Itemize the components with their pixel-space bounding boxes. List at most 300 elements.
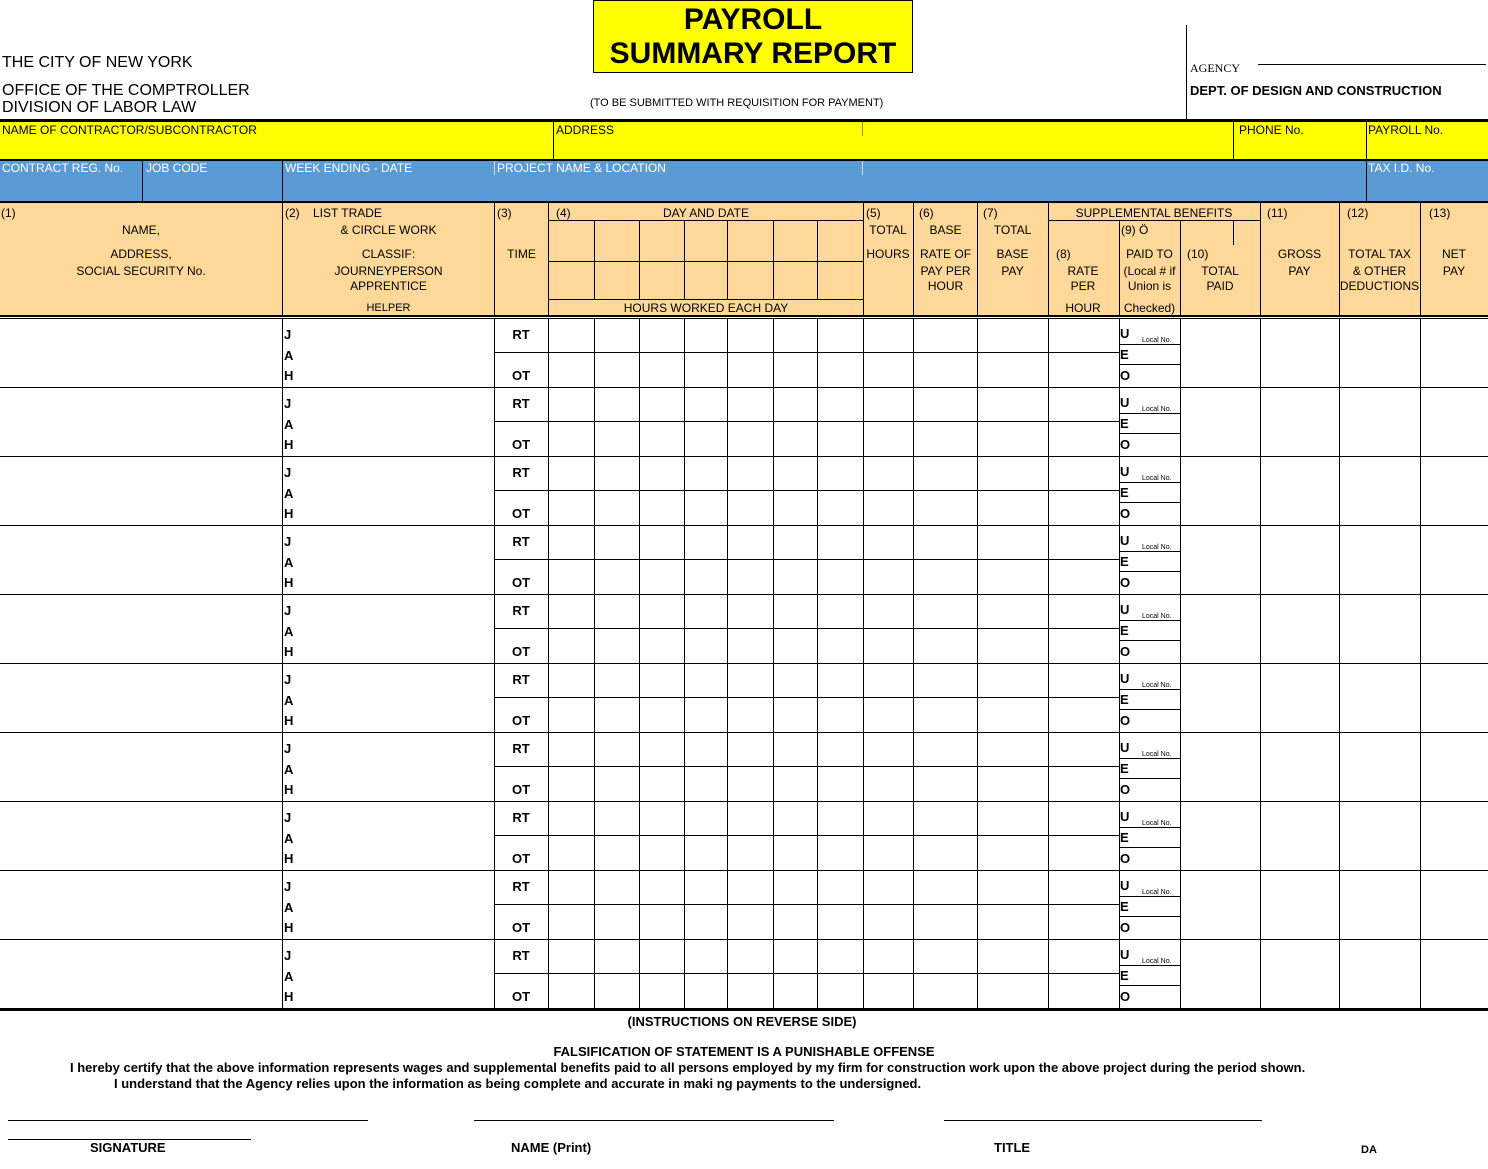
tax-id-field[interactable]: TAX I.D. No.	[1368, 161, 1435, 175]
class-journeyperson[interactable]: J	[284, 465, 292, 480]
row-col-divider	[1420, 733, 1421, 802]
row-col-divider	[594, 595, 595, 664]
rt-ot-divider	[494, 559, 1119, 560]
row-col-divider	[639, 595, 640, 664]
rt-ot-divider	[494, 697, 1119, 698]
day-grid-line	[817, 220, 818, 299]
union-line	[1119, 640, 1180, 641]
row-col-divider	[1180, 940, 1181, 1009]
local-number-label: Local No.	[1142, 682, 1172, 689]
union-o[interactable]: O	[1120, 437, 1131, 452]
union-o[interactable]: O	[1120, 368, 1131, 383]
contract-info-row	[0, 161, 1488, 201]
time-ot-label: OT	[511, 851, 531, 866]
col9-line4: Checked)	[1123, 301, 1176, 315]
row-col-divider	[1048, 457, 1049, 526]
row-col-divider	[1260, 733, 1261, 802]
row-col-divider	[639, 733, 640, 802]
row-col-divider	[282, 664, 283, 733]
union-u[interactable]: U	[1120, 740, 1130, 755]
row-col-divider	[863, 526, 864, 595]
date-label: DA	[1361, 1144, 1377, 1156]
day-grid-line	[773, 220, 774, 299]
row-col-divider	[1260, 940, 1261, 1009]
row-col-divider	[977, 802, 978, 871]
local-number-label: Local No.	[1142, 544, 1172, 551]
row-col-divider	[1339, 319, 1340, 388]
table-row[interactable]	[0, 664, 1488, 733]
row-col-divider	[684, 457, 685, 526]
col2-line4: JOURNEYPERSON	[334, 264, 443, 278]
table-row[interactable]	[0, 526, 1488, 595]
row-col-divider	[1180, 733, 1181, 802]
name-print-label: NAME (Print)	[511, 1140, 592, 1155]
row-col-divider	[1420, 595, 1421, 664]
day-grid-line	[594, 220, 595, 299]
row-col-divider	[977, 526, 978, 595]
header-col-divider	[282, 203, 283, 315]
local-number-label: Local No.	[1142, 751, 1172, 758]
union-e[interactable]: E	[1120, 623, 1129, 638]
table-row[interactable]	[0, 940, 1488, 1009]
row-col-divider	[977, 319, 978, 388]
row-col-divider	[282, 595, 283, 664]
row-col-divider	[773, 595, 774, 664]
day-grid-line	[684, 220, 685, 299]
day-grid-line	[727, 220, 728, 299]
row-col-divider	[1420, 388, 1421, 457]
phone-field[interactable]: PHONE No.	[1239, 123, 1304, 137]
row-col-divider	[817, 871, 818, 940]
report-title-box	[593, 0, 913, 73]
row-col-divider	[817, 940, 818, 1009]
class-apprentice[interactable]: A	[284, 348, 294, 363]
row-col-divider	[727, 319, 728, 388]
row-col-divider	[773, 871, 774, 940]
title-label: TITLE	[994, 1140, 1031, 1155]
row-col-divider	[639, 871, 640, 940]
row-col-divider	[1420, 802, 1421, 871]
union-o[interactable]: O	[1120, 506, 1131, 521]
day-grid-line	[548, 261, 863, 262]
class-journeyperson[interactable]: J	[284, 879, 292, 894]
row-col-divider	[282, 802, 283, 871]
day-grid-line	[548, 220, 863, 221]
class-apprentice[interactable]: A	[284, 762, 294, 777]
col4-number: (4)	[556, 206, 571, 220]
rt-ot-divider	[494, 835, 1119, 836]
row-col-divider	[727, 388, 728, 457]
row-col-divider	[684, 802, 685, 871]
name-print-line[interactable]	[474, 1120, 834, 1121]
class-journeyperson[interactable]: J	[284, 810, 292, 825]
class-journeyperson[interactable]: J	[284, 534, 292, 549]
agency-value: DEPT. OF DESIGN AND CONSTRUCTION	[1190, 83, 1442, 98]
header-col-divider	[1233, 220, 1234, 245]
row-col-divider	[282, 733, 283, 802]
local-number-label: Local No.	[1142, 820, 1172, 827]
union-u[interactable]: U	[1120, 464, 1130, 479]
col10-number: (10)	[1187, 247, 1209, 261]
row-col-divider	[1339, 733, 1340, 802]
row-col-divider	[1048, 940, 1049, 1009]
col10-line2: PAID	[1206, 279, 1234, 293]
time-ot-label: OT	[511, 713, 531, 728]
row-col-divider	[863, 733, 864, 802]
row-col-divider	[684, 940, 685, 1009]
time-ot-label: OT	[511, 644, 531, 659]
header-col-divider	[1180, 220, 1181, 245]
row-col-divider	[1260, 457, 1261, 526]
row-col-divider	[1048, 526, 1049, 595]
row-col-divider	[1339, 457, 1340, 526]
row-col-divider	[1339, 871, 1340, 940]
row-col-divider	[1420, 664, 1421, 733]
union-e[interactable]: E	[1120, 485, 1129, 500]
time-ot-label: OT	[511, 368, 531, 383]
header-col-divider	[1420, 203, 1421, 315]
row-col-divider	[684, 733, 685, 802]
row-col-divider	[1420, 319, 1421, 388]
agency-line	[1258, 64, 1486, 65]
signature-label: SIGNATURE	[90, 1140, 166, 1155]
local-number-label: Local No.	[1142, 613, 1172, 620]
supp-underline	[1048, 220, 1260, 221]
class-apprentice[interactable]: A	[284, 969, 294, 984]
union-o[interactable]: O	[1120, 782, 1131, 797]
col7-number: (7)	[983, 206, 998, 220]
union-line	[1119, 502, 1180, 503]
table-row[interactable]	[0, 871, 1488, 940]
row-col-divider	[1048, 871, 1049, 940]
class-helper[interactable]: H	[284, 989, 294, 1004]
row-col-divider	[1180, 871, 1181, 940]
header-col-divider	[863, 203, 864, 315]
col8-line2: PER	[1070, 279, 1096, 293]
col13-line1: NET	[1442, 247, 1466, 261]
address-field[interactable]: ADDRESS	[556, 123, 615, 137]
time-rt-label: RT	[512, 327, 530, 342]
time-rt-label: RT	[512, 465, 530, 480]
union-o[interactable]: O	[1120, 851, 1131, 866]
row-col-divider	[684, 664, 685, 733]
union-u[interactable]: U	[1120, 671, 1130, 686]
row-col-divider	[863, 802, 864, 871]
col2-line5: APPRENTICE	[350, 279, 427, 293]
row-col-divider	[548, 664, 549, 733]
row-col-divider	[548, 733, 549, 802]
row-col-divider	[548, 802, 549, 871]
row-col-divider	[1048, 595, 1049, 664]
row-col-divider	[863, 457, 864, 526]
union-e[interactable]: E	[1120, 692, 1129, 707]
class-apprentice[interactable]: A	[284, 624, 294, 639]
class-helper[interactable]: H	[284, 782, 294, 797]
row-col-divider	[977, 940, 978, 1009]
day-grid-line	[548, 299, 863, 300]
col12-number: (12)	[1347, 206, 1369, 220]
signature-line[interactable]	[8, 1120, 368, 1121]
row-col-divider	[594, 388, 595, 457]
header-col-divider	[494, 203, 495, 315]
col13-number: (13)	[1429, 206, 1451, 220]
union-o[interactable]: O	[1120, 713, 1131, 728]
local-number-label: Local No.	[1142, 475, 1172, 482]
class-journeyperson[interactable]: J	[284, 603, 292, 618]
supplemental-benefits-header: SUPPLEMENTAL BENEFITS	[1075, 206, 1233, 220]
class-apprentice[interactable]: A	[284, 486, 294, 501]
local-number-label: Local No.	[1142, 889, 1172, 896]
row-col-divider	[913, 802, 914, 871]
row-col-divider	[773, 388, 774, 457]
row-col-divider	[977, 733, 978, 802]
row-col-divider	[548, 457, 549, 526]
row-col-divider	[773, 457, 774, 526]
row-col-divider	[863, 940, 864, 1009]
row-col-divider	[913, 733, 914, 802]
row-col-divider	[594, 319, 595, 388]
row-col-divider	[773, 319, 774, 388]
time-ot-label: OT	[511, 575, 531, 590]
union-e[interactable]: E	[1120, 347, 1129, 362]
class-helper[interactable]: H	[284, 437, 294, 452]
rt-ot-divider	[494, 628, 1119, 629]
row-col-divider	[863, 595, 864, 664]
row-col-divider	[282, 940, 283, 1009]
contractor-name-field[interactable]: NAME OF CONTRACTOR/SUBCONTRACTOR	[2, 123, 257, 137]
row-col-divider	[594, 733, 595, 802]
division-name: DIVISION OF LABOR LAW	[2, 99, 197, 116]
union-e[interactable]: E	[1120, 968, 1129, 983]
union-u[interactable]: U	[1120, 326, 1130, 341]
row-col-divider	[817, 388, 818, 457]
class-journeyperson[interactable]: J	[284, 396, 292, 411]
union-e[interactable]: E	[1120, 416, 1129, 431]
class-apprentice[interactable]: A	[284, 900, 294, 915]
row-col-divider	[639, 457, 640, 526]
col3-line1: TIME	[507, 247, 536, 261]
time-ot-label: OT	[511, 920, 531, 935]
class-helper[interactable]: H	[284, 506, 294, 521]
row-col-divider	[1339, 802, 1340, 871]
col5-line2: HOURS	[866, 247, 910, 261]
row-col-divider	[1420, 940, 1421, 1009]
instructions-note: (INSTRUCTIONS ON REVERSE SIDE)	[627, 1014, 857, 1029]
table-row[interactable]	[0, 319, 1488, 388]
union-u[interactable]: U	[1120, 395, 1130, 410]
time-ot-label: OT	[511, 506, 531, 521]
class-journeyperson[interactable]: J	[284, 672, 292, 687]
table-row[interactable]	[0, 802, 1488, 871]
class-helper[interactable]: H	[284, 368, 294, 383]
union-line	[1119, 778, 1180, 779]
row-col-divider	[594, 664, 595, 733]
submit-note: (TO BE SUBMITTED WITH REQUISITION FOR PAYMENT)	[590, 97, 884, 109]
union-u[interactable]: U	[1120, 602, 1130, 617]
class-journeyperson[interactable]: J	[284, 327, 292, 342]
row-col-divider	[548, 595, 549, 664]
local-number-label: Local No.	[1142, 958, 1172, 965]
union-u[interactable]: U	[1120, 809, 1130, 824]
office-name: OFFICE OF THE COMPTROLLER	[2, 82, 250, 99]
union-line	[1119, 985, 1180, 986]
row-col-divider	[594, 871, 595, 940]
rt-ot-divider	[494, 352, 1119, 353]
col1-line2: ADDRESS,	[110, 247, 172, 261]
union-e[interactable]: E	[1120, 554, 1129, 569]
row-col-divider	[1048, 388, 1049, 457]
title-line[interactable]	[944, 1120, 1262, 1121]
payroll-number-field[interactable]: PAYROLL No.	[1368, 123, 1444, 137]
row-col-divider	[282, 871, 283, 940]
row-col-divider	[1260, 595, 1261, 664]
union-o[interactable]: O	[1120, 920, 1131, 935]
time-rt-label: RT	[512, 741, 530, 756]
class-helper[interactable]: H	[284, 920, 294, 935]
row-col-divider	[594, 526, 595, 595]
time-rt-label: RT	[512, 810, 530, 825]
row-col-divider	[913, 871, 914, 940]
row-col-divider	[1260, 802, 1261, 871]
project-field[interactable]: PROJECT NAME & LOCATION	[497, 161, 666, 175]
class-apprentice[interactable]: A	[284, 555, 294, 570]
col3-number: (3)	[497, 206, 512, 220]
row-col-divider	[863, 319, 864, 388]
class-apprentice[interactable]: A	[284, 831, 294, 846]
row-col-divider	[1180, 664, 1181, 733]
contract-reg-field[interactable]: CONTRACT REG. No.	[2, 161, 124, 175]
row-col-divider	[1048, 802, 1049, 871]
row-col-divider	[727, 526, 728, 595]
union-u[interactable]: U	[1120, 947, 1130, 962]
rt-ot-divider	[494, 490, 1119, 491]
rt-ot-divider	[494, 421, 1119, 422]
row-col-divider	[639, 802, 640, 871]
table-row[interactable]	[0, 388, 1488, 457]
row-col-divider	[727, 595, 728, 664]
col13-line2: PAY	[1442, 264, 1466, 278]
union-o[interactable]: O	[1120, 575, 1131, 590]
time-ot-label: OT	[511, 437, 531, 452]
header-bottom-rule	[0, 315, 1488, 317]
row-col-divider	[548, 319, 549, 388]
row-col-divider	[1339, 526, 1340, 595]
header-col-divider	[977, 203, 978, 315]
certification-line1: I hereby certify that the above information represents wages and supplemental benefits paid to all persons employed by my firm for construction work upon the above project during the period shown.	[70, 1060, 1306, 1075]
row-col-divider	[913, 940, 914, 1009]
union-u[interactable]: U	[1120, 533, 1130, 548]
class-helper[interactable]: H	[284, 644, 294, 659]
row-col-divider	[817, 319, 818, 388]
union-line	[1119, 709, 1180, 710]
col11-line1: GROSS	[1277, 247, 1322, 261]
row-col-divider	[1260, 388, 1261, 457]
report-title-line1: PAYROLL	[683, 3, 823, 36]
row-col-divider	[684, 595, 685, 664]
col11-line2: PAY	[1288, 264, 1311, 278]
job-code-field[interactable]: JOB CODE	[146, 161, 208, 175]
time-rt-label: RT	[512, 534, 530, 549]
row-col-divider	[913, 526, 914, 595]
row-col-divider	[548, 526, 549, 595]
class-journeyperson[interactable]: J	[284, 948, 292, 963]
time-rt-label: RT	[512, 603, 530, 618]
class-helper[interactable]: H	[284, 713, 294, 728]
table-row[interactable]	[0, 457, 1488, 526]
col12-line3: DEDUCTIONS	[1339, 279, 1420, 293]
city-name: THE CITY OF NEW YORK	[2, 54, 193, 71]
col7-line3: PAY	[1001, 264, 1024, 278]
union-o[interactable]: O	[1120, 644, 1131, 659]
row-col-divider	[1180, 388, 1181, 457]
week-ending-field[interactable]: WEEK ENDING - DATE	[285, 161, 413, 175]
col7-line2: BASE	[996, 247, 1029, 261]
header-col-divider	[1339, 203, 1340, 315]
row-col-divider	[548, 871, 549, 940]
class-helper[interactable]: H	[284, 575, 294, 590]
time-rt-label: RT	[512, 948, 530, 963]
row-col-divider	[639, 664, 640, 733]
col6-line3: PAY PER	[920, 264, 971, 278]
col4-line2: HOURS WORKED EACH DAY	[623, 301, 789, 315]
union-u[interactable]: U	[1120, 878, 1130, 893]
report-title-line2: SUMMARY REPORT	[609, 37, 897, 70]
row-col-divider	[817, 802, 818, 871]
union-line	[1119, 916, 1180, 917]
union-e[interactable]: E	[1120, 899, 1129, 914]
union-o[interactable]: O	[1120, 989, 1131, 1004]
col12-line2: & OTHER	[1352, 264, 1407, 278]
class-helper[interactable]: H	[284, 851, 294, 866]
rt-ot-divider	[494, 973, 1119, 974]
union-e[interactable]: E	[1120, 761, 1129, 776]
row-col-divider	[1260, 871, 1261, 940]
row-col-divider	[639, 526, 640, 595]
col9-line1: PAID TO	[1126, 247, 1173, 261]
time-rt-label: RT	[512, 672, 530, 687]
table-row[interactable]	[0, 733, 1488, 802]
local-number-label: Local No.	[1142, 337, 1172, 344]
col1-number: (1)	[1, 206, 16, 220]
row-col-divider	[594, 940, 595, 1009]
row-col-divider	[1180, 595, 1181, 664]
class-apprentice[interactable]: A	[284, 417, 294, 432]
row-col-divider	[817, 664, 818, 733]
rt-ot-divider	[494, 904, 1119, 905]
row-col-divider	[1339, 664, 1340, 733]
col8-line3: HOUR	[1065, 301, 1101, 315]
row-col-divider	[684, 871, 685, 940]
col2-number: (2)	[285, 206, 300, 220]
union-line	[1119, 364, 1180, 365]
row-col-divider	[977, 664, 978, 733]
col8-line1: RATE	[1067, 264, 1099, 278]
row-col-divider	[594, 457, 595, 526]
class-apprentice[interactable]: A	[284, 693, 294, 708]
class-journeyperson[interactable]: J	[284, 741, 292, 756]
col2-line3: CLASSIF:	[361, 247, 416, 261]
row-col-divider	[773, 664, 774, 733]
row-col-divider	[727, 871, 728, 940]
union-line	[1119, 847, 1180, 848]
row-col-divider	[1260, 664, 1261, 733]
row-col-divider	[1180, 457, 1181, 526]
table-row[interactable]	[0, 595, 1488, 664]
row-col-divider	[773, 940, 774, 1009]
row-col-divider	[1339, 388, 1340, 457]
row-col-divider	[727, 733, 728, 802]
union-e[interactable]: E	[1120, 830, 1129, 845]
